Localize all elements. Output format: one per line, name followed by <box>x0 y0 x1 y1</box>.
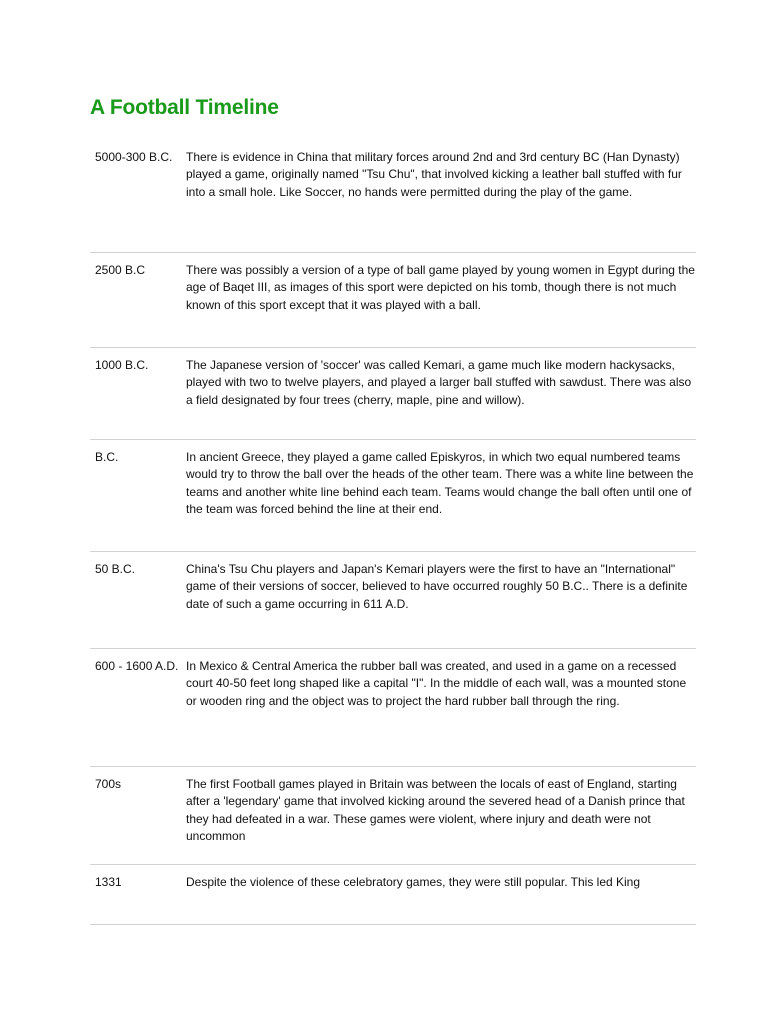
timeline-row <box>90 552 696 649</box>
timeline-row <box>90 440 696 552</box>
timeline-row <box>90 649 696 767</box>
timeline-row <box>90 767 696 865</box>
timeline-description: China's Tsu Chu players and Japan's Kemari players were the first to have an "International" game of their versions of soccer, believed to have occurred roughly 50 B.C.. There is a definite date of such a game occurring in 611 A.D. <box>186 562 688 611</box>
timeline-date: 700s <box>95 777 122 791</box>
timeline-description: There was possibly a version of a type of ball game played by young women in Egypt during the age of Baqet III, as images of this sport were depicted on his tomb, though there is not much known of this sport except that it was played with a ball. <box>186 263 695 312</box>
timeline-description: There is evidence in China that military forces around 2nd and 3rd century BC (Han Dynasty) played a game, originally named "Tsu Chu", that involved kicking a leather ball stuffed with fur into a small hole. Like Soccer, no hands were permitted during the play of the game. <box>186 150 682 199</box>
timeline-date: 1331 <box>95 875 122 889</box>
timeline-row <box>90 253 696 348</box>
timeline-date: B.C. <box>95 450 119 464</box>
timeline-description: The first Football games played in Britain was between the locals of east of England, starting after a 'legendary' game that involved kicking around the severed head of a Danish prince that they had defeated in a war. These games were violent, where injury and death were not uncommon <box>186 777 685 844</box>
timeline-date: 2500 B.C <box>95 263 146 277</box>
timeline-description: Despite the violence of these celebratory games, they were still popular. This led King <box>186 875 641 889</box>
timeline-table <box>90 140 696 925</box>
timeline-row <box>90 140 696 253</box>
timeline-date: 50 B.C. <box>95 562 136 576</box>
page-title: A Football Timeline <box>90 96 279 119</box>
timeline-date: 5000-300 B.C. <box>95 150 173 164</box>
timeline-description: The Japanese version of 'soccer' was called Kemari, a game much like modern hackysacks, played with two to twelve players, and played a larger ball stuffed with sawdust. There was also a field designated by four trees (cherry, maple, pine and willow). <box>186 358 692 407</box>
timeline-row <box>90 865 696 925</box>
timeline-row <box>90 348 696 440</box>
timeline-date: 1000 B.C. <box>95 358 149 372</box>
timeline-date: 600 - 1600 A.D. <box>95 659 179 673</box>
timeline-description: In ancient Greece, they played a game called Episkyros, in which two equal numbered teams would try to throw the ball over the heads of the other team. There was a white line between the teams and another white line behind each team. Teams would change the ball often until one of the team was forced behind the line at their end. <box>186 450 694 517</box>
timeline-description: In Mexico & Central America the rubber ball was created, and used in a game on a recessed court 40-50 feet long shaped like a capital "I". In the middle of each wall, was a mounted stone or wooden ring and the object was to project the hard rubber ball through the ring. <box>186 659 687 708</box>
